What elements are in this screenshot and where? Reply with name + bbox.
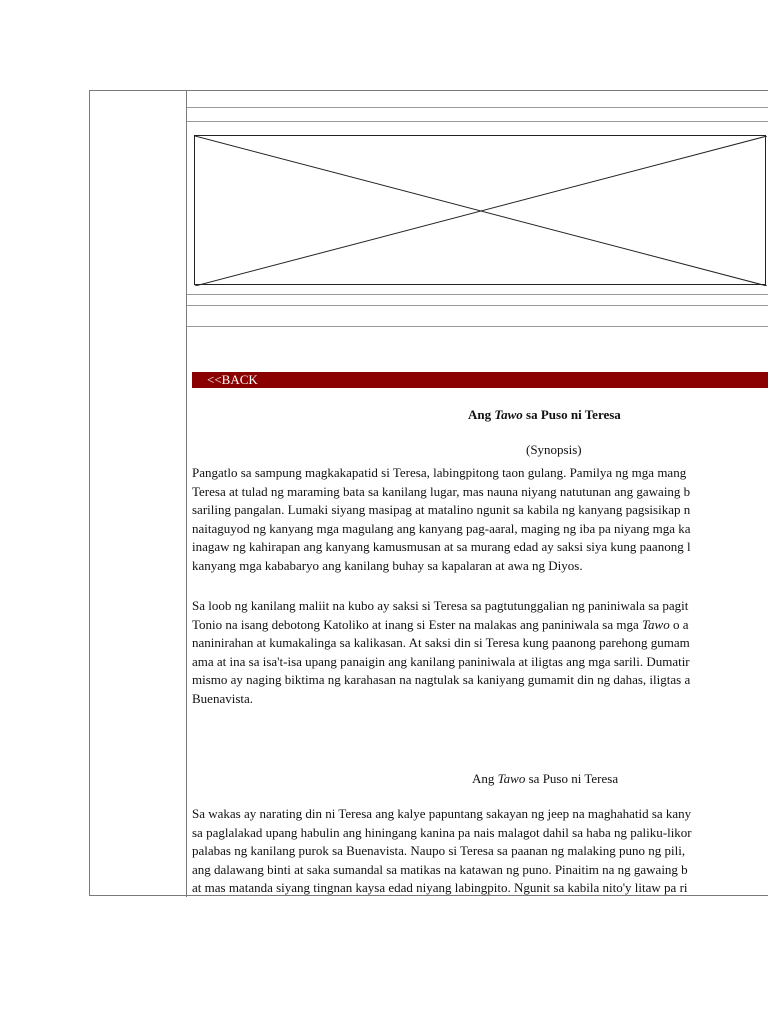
image-cross-icon	[195, 136, 767, 286]
back-link[interactable]: <<BACK	[207, 372, 258, 387]
synopsis-label: (Synopsis)	[526, 442, 582, 457]
divider-line	[187, 294, 768, 295]
text-line: Tonio na isang debotong Katoliko at inang si Ester na malakas ang paniniwala sa mga Tawo o a	[192, 616, 689, 632]
text-line: Buenavista.	[192, 690, 254, 706]
text-line: mismo ay naging biktima ng karahasan na nagtulak sa kaniyang gumamit din ng dahas, iligtas a	[192, 672, 691, 687]
divider-line	[187, 305, 768, 306]
text-line: naninirahan at kumakalinga sa kalikasan. At saksi din si Teresa kung paanong parehong gumam	[192, 635, 690, 650]
divider-line	[187, 121, 768, 122]
text-line: Pangatlo sa sampung magkakapatid si Teresa, labingpitong taon gulang. Pamilya ng mga mang	[192, 465, 687, 480]
paragraph-2	[192, 597, 690, 708]
text-line: sa paglalakad upang habulin ang hiningang kanina pa nais malagot dahil sa haba ng paliku-likor	[192, 824, 692, 840]
story-title: Ang Tawo sa Puso ni Teresa	[468, 407, 621, 422]
text-line: Sa loob ng kanilang maliit na kubo ay saksi si Teresa sa pagtutunggalian ng paniniwala sa pagit	[192, 598, 689, 613]
text-line: Sa wakas ay narating din ni Teresa ang kalye papuntang sakayan ng jeep na maghahatid sa kany	[192, 806, 692, 821]
divider-line	[187, 107, 768, 108]
divider-line	[187, 326, 768, 327]
text-line: ang dalawang binti at saka sumandal sa matikas na katawan ng puno. Pinaitim na ng gawaing b	[192, 861, 688, 877]
text-line: sariling pangalan. Lumaki siyang masipag at matalino ngunit sa kabila ng kanyang pagsisikap n	[192, 502, 691, 517]
back-bar	[192, 372, 768, 388]
chapter-title: Ang Tawo sa Puso ni Teresa	[472, 771, 619, 786]
text-line: naitaguyod ng kanyang mga magulang ang kanyang pag-aaral, maging ng iba pa niyang mga ka	[192, 520, 691, 536]
text-line: kanyang mga kababaryo ang kanilang buhay sa kapalaran at awa ng Diyos.	[192, 557, 583, 573]
paragraph-1	[192, 464, 691, 575]
paragraph-3	[192, 805, 692, 898]
broken-image-placeholder	[194, 135, 766, 285]
column-divider	[186, 90, 187, 897]
text-line: at mas matanda siyang tingnan kaysa edad niyang labingpito. Ngunit sa kabila nito'y litaw pa ri	[192, 880, 688, 895]
text-line: palabas ng kanilang purok sa Buenavista. Naupo si Teresa sa paanan ng malaking puno ng pili,	[192, 843, 686, 858]
text-line: Teresa at tulad ng maraming bata sa kanilang lugar, mas nauna niyang natutunan ang gawaing b	[192, 483, 691, 499]
text-line: inagaw ng kahirapan ang kanyang kamusmusan at sa murang edad ay saksi siya kung paanong l	[192, 539, 691, 554]
text-line: ama at ina sa isa't-isa upang panaigin ang kanilang paniniwala at iligtas ang mga sarili. Dumatir	[192, 653, 690, 669]
